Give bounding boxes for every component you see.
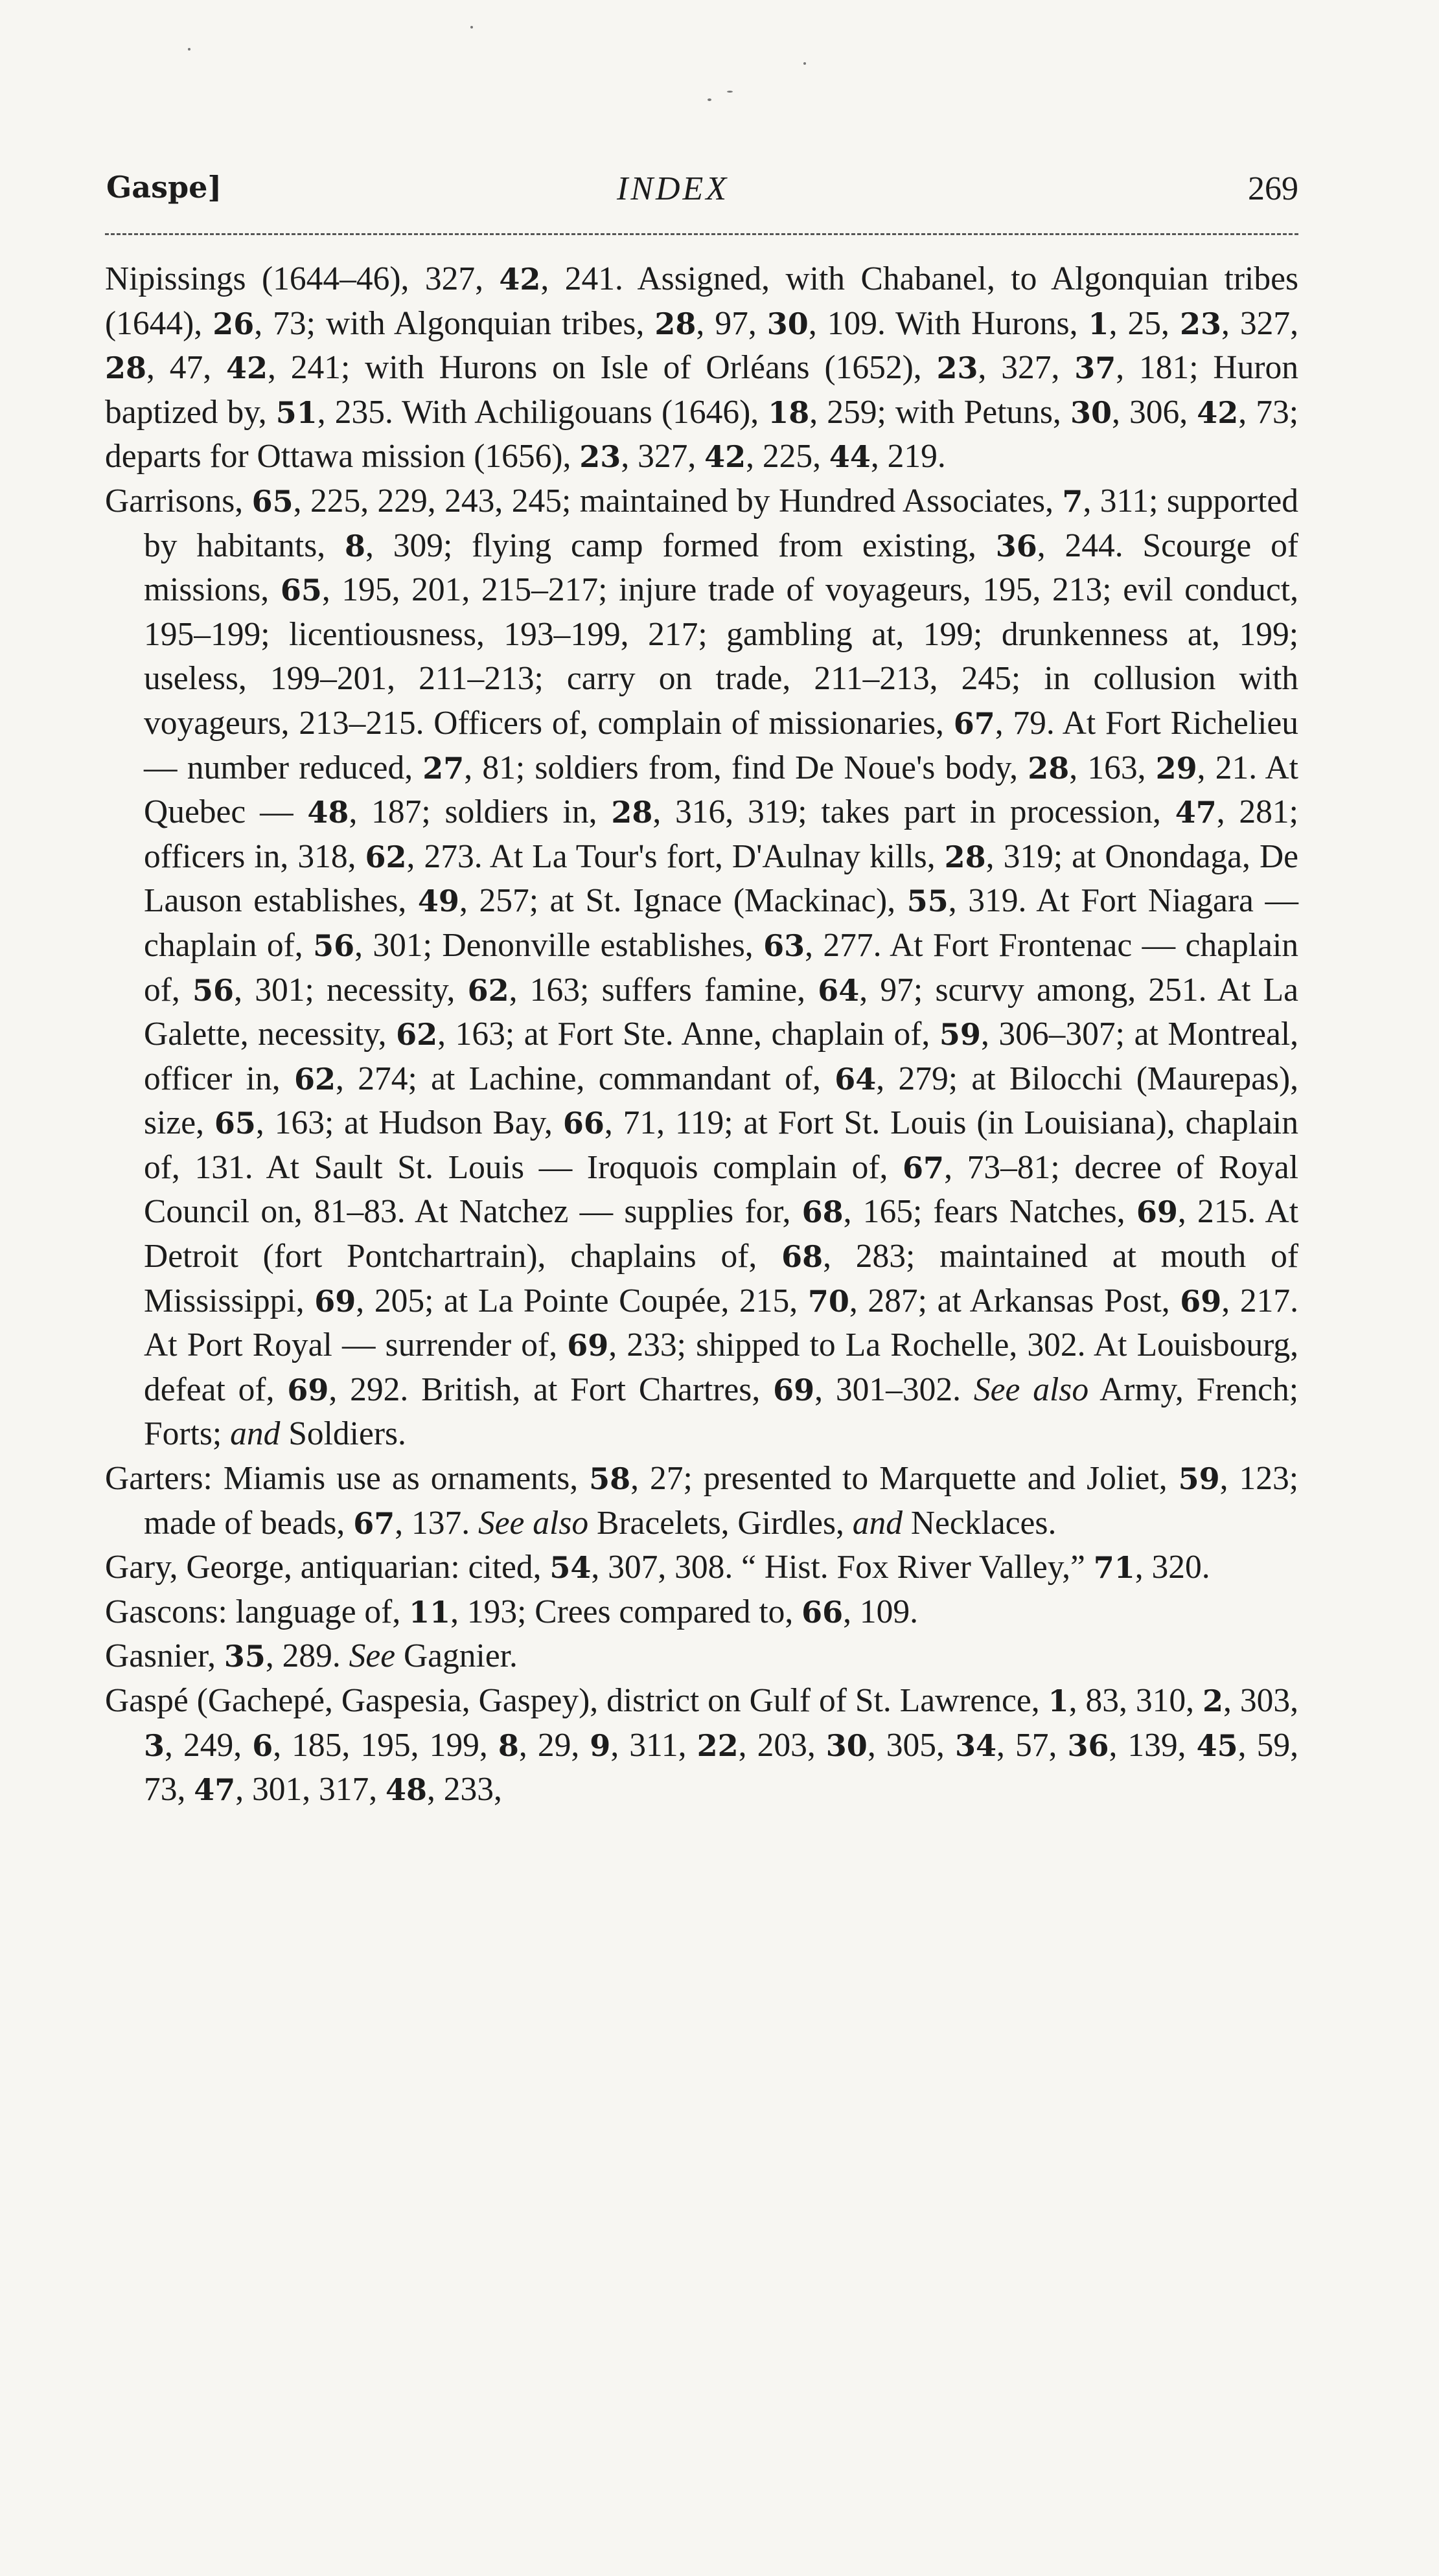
volume-number: 56 [313, 928, 355, 963]
paper-speck [727, 91, 733, 93]
index-entry [105, 1679, 1298, 1812]
volume-number: 44 [829, 439, 871, 475]
entry-text: , 79. At Fort Richelieu — number reduced, [144, 704, 1298, 786]
volume-number: 71 [1093, 1550, 1135, 1586]
volume-number: 37 [1074, 350, 1116, 386]
volume-number: 51 [275, 394, 317, 430]
entry-text: , 47, [146, 349, 226, 387]
volume-number: 28 [611, 795, 653, 830]
entry-text: , 187; soldiers in, [349, 793, 612, 831]
entry-text: , 327, [1221, 304, 1299, 342]
volume-number: 68 [801, 1194, 844, 1230]
entry-text: Army, French; Forts; [144, 1371, 1298, 1453]
volume-number: 69 [314, 1283, 356, 1319]
volume-number: 30 [1070, 394, 1112, 430]
entry-text: Gaspé (Gachepé, Gaspesia, Gaspey), district on Gulf of St. Lawrence, [105, 1682, 1048, 1719]
paper-speck [470, 26, 473, 28]
volume-number: 42 [226, 350, 268, 386]
volume-number: 69 [1180, 1283, 1222, 1319]
entry-text: , 73; departs for Ottawa mission (1656), [105, 393, 1299, 475]
volume-number: 68 [781, 1239, 823, 1275]
entry-text: , 311; supported by habitants, [144, 482, 1299, 564]
paper-speck [188, 48, 190, 51]
entry-text: , 316, 319; takes part in procession, [652, 793, 1175, 831]
volume-number: 55 [906, 883, 949, 919]
volume-number: 22 [696, 1727, 739, 1763]
entry-text: , 81; soldiers from, find De Noue's body, [464, 749, 1028, 786]
volume-number: 48 [386, 1772, 428, 1808]
entry-text: , 273. At La Tour's fort, D'Aulnay kills, [406, 838, 945, 875]
volume-number: 49 [417, 883, 459, 919]
entry-text: , 215. At Detroit (fort Pontchartrain), chaplains of, [144, 1193, 1298, 1275]
volume-number: 59 [1178, 1461, 1220, 1497]
volume-number: 23 [936, 350, 978, 386]
entry-text: , 219. [870, 438, 946, 475]
entry-text: , 292. British, at Fort Chartres, [328, 1371, 774, 1408]
entry-text: , 97, [696, 304, 767, 342]
entry-text: , 27; presented to Marquette and Joliet, [630, 1460, 1179, 1498]
cross-reference: See also [973, 1371, 1089, 1408]
entry-text: , 309; flying camp formed from existing, [365, 527, 996, 564]
entry-text: , 205; at La Pointe Coupée, 215, [356, 1282, 808, 1319]
entry-text: , 137. [395, 1504, 478, 1542]
volume-number: 2 [1203, 1683, 1224, 1718]
entry-text: , 73; with Algonquian tribes, [254, 304, 655, 342]
volume-number: 11 [409, 1594, 451, 1630]
entry-text: Nipissings (1644–46), 327, [105, 260, 500, 297]
entry-text: , 217. At Port Royal — surrender of, [144, 1282, 1298, 1364]
entry-text: , 305, [867, 1726, 955, 1764]
entry-text: , 163, [1069, 749, 1156, 786]
volume-number: 69 [1136, 1194, 1178, 1230]
cross-reference: See [349, 1637, 396, 1675]
volume-number: 29 [1155, 750, 1197, 786]
index-entry [105, 1634, 1298, 1679]
index-entry [105, 479, 1298, 1457]
paper-speck [708, 98, 711, 101]
entry-text: Bracelets, Girdles, [588, 1504, 853, 1542]
entry-text: , 225, [746, 438, 829, 475]
entry-text: , 301–302. [814, 1371, 974, 1408]
volume-number: 1 [1088, 306, 1109, 341]
volume-number: 34 [955, 1727, 997, 1763]
entry-text: , 57, [996, 1726, 1068, 1764]
entry-text: , 203, [738, 1726, 826, 1764]
index-page [105, 170, 1298, 1812]
entry-text: , 257; at St. Ignace (Mackinac), [459, 882, 907, 920]
running-head [105, 170, 1298, 220]
entry-text: , 235. With Achiligouans (1646), [317, 393, 768, 431]
volume-number: 28 [1028, 750, 1070, 786]
entry-text: , 327, [978, 349, 1075, 387]
volume-number: 8 [498, 1727, 519, 1763]
volume-number: 26 [213, 306, 255, 341]
volume-number: 67 [953, 705, 995, 741]
volume-number: 6 [252, 1727, 273, 1763]
entry-text: , 277. At Fort Frontenac — chaplain of, [144, 926, 1298, 1009]
entry-text: Gary, George, antiquarian: cited, [105, 1549, 550, 1586]
entry-text: , 233, [427, 1771, 502, 1808]
entry-text: , 289. [265, 1637, 349, 1675]
volume-number: 64 [818, 972, 860, 1008]
volume-number: 7 [1062, 483, 1083, 519]
volume-number: 28 [944, 839, 986, 874]
entry-text: , 259; with Petuns, [809, 393, 1070, 431]
page-number: 269 [1248, 170, 1298, 207]
entry-text: , 301; necessity, [234, 971, 468, 1009]
entry-text: , 306, [1111, 393, 1197, 431]
entry-text: , 109. With Hurons, [808, 304, 1088, 342]
volume-number: 36 [1067, 1727, 1109, 1763]
volume-number: 23 [1179, 306, 1221, 341]
cross-reference: and [230, 1415, 281, 1453]
volume-number: 56 [192, 972, 235, 1008]
entry-text: , 185, 195, 199, [273, 1726, 498, 1764]
entry-text: , 303, [1223, 1682, 1299, 1719]
volume-number: 48 [307, 795, 349, 830]
volume-number: 62 [467, 972, 509, 1008]
paper-speck [803, 62, 806, 65]
volume-number: 30 [766, 306, 809, 341]
entry-text: Gasnier, [105, 1637, 224, 1675]
entry-text: , 241; with Hurons on Isle of Orléans (1652), [268, 349, 937, 387]
volume-number: 8 [345, 528, 366, 564]
entry-text: , 83, 310, [1068, 1682, 1203, 1719]
running-head-left: Gaspe] [106, 170, 222, 205]
volume-number: 65 [251, 483, 294, 519]
volume-number: 42 [1197, 394, 1239, 430]
index-entries [105, 257, 1298, 1812]
entry-text: , 29, [518, 1726, 590, 1764]
volume-number: 47 [1175, 795, 1217, 830]
entry-text: Gagnier. [395, 1637, 518, 1675]
entry-text: , 181; Huron baptized by, [105, 349, 1299, 431]
volume-number: 65 [280, 573, 322, 608]
entry-text: , 244. Scourge of missions, [144, 527, 1299, 609]
entry-text: , 301; Denonville establishes, [354, 926, 764, 964]
entry-text: , 311, [610, 1726, 697, 1764]
volume-number: 18 [768, 394, 810, 430]
volume-number: 1 [1048, 1683, 1069, 1718]
volume-number: 35 [224, 1639, 266, 1674]
entry-text: , 195, 201, 215–217; injure trade of voyageurs, 195, 213; evil conduct, 195–199; licentiousness, 193–199, 217; gambling at, 199; drunkenness at, 199; useless, 199–201, 211–213; carry on trade, 211–213, 245; in collusion with voyageurs, 213–215. Officers of, complain of missionaries, [144, 571, 1298, 742]
volume-number: 62 [294, 1061, 336, 1097]
volume-number: 27 [422, 750, 465, 786]
entry-text: , 163; at Fort Ste. Anne, chaplain of, [437, 1016, 939, 1053]
volume-number: 63 [763, 928, 805, 963]
volume-number: 47 [194, 1772, 236, 1808]
index-entry [105, 1590, 1298, 1635]
volume-number: 70 [807, 1283, 849, 1319]
volume-number: 30 [825, 1727, 868, 1763]
entry-text: , 307, 308. “ Hist. Fox River Valley,” [591, 1549, 1094, 1586]
volume-number: 69 [287, 1372, 329, 1408]
volume-number: 59 [939, 1017, 981, 1053]
volume-number: 23 [579, 439, 621, 475]
cross-reference: and [852, 1504, 903, 1542]
header-rule [105, 233, 1298, 235]
entry-text: , 320. [1134, 1549, 1210, 1586]
entry-text: Gascons: language of, [105, 1593, 409, 1630]
volume-number: 42 [704, 439, 746, 475]
volume-number: 28 [105, 350, 147, 386]
entry-text: , 59, 73, [144, 1726, 1299, 1808]
volume-number: 66 [801, 1594, 844, 1630]
cross-reference: See also [478, 1504, 589, 1542]
entry-text: , 281; officers in, 318, [144, 793, 1298, 875]
volume-number: 62 [365, 839, 407, 874]
entry-text: , 109. [843, 1593, 919, 1630]
entry-text: , 301, 317, [235, 1771, 386, 1808]
entry-text: Garters: Miamis use as ornaments, [105, 1460, 590, 1498]
entry-text: , 306–307; at Montreal, officer in, [144, 1016, 1299, 1097]
entry-text: , 327, [621, 438, 705, 475]
entry-text: , 139, [1109, 1726, 1197, 1764]
entry-text: , 287; at Arkansas Post, [849, 1282, 1180, 1319]
entry-text: , 193; Crees compared to, [450, 1593, 802, 1630]
volume-number: 58 [589, 1461, 631, 1497]
volume-number: 66 [562, 1106, 604, 1141]
volume-number: 45 [1196, 1727, 1238, 1763]
entry-text: , 163; suffers famine, [509, 971, 818, 1009]
entry-text: , 225, 229, 243, 245; maintained by Hundred Associates, [293, 482, 1063, 519]
volume-number: 28 [654, 306, 696, 341]
entry-text: , 233; shipped to La Rochelle, 302. At Louisbourg, defeat of, [144, 1327, 1298, 1408]
entry-text: Necklaces. [902, 1504, 1057, 1542]
index-entry [105, 1545, 1298, 1590]
entry-text: Soldiers. [280, 1415, 406, 1453]
entry-text: , 274; at Lachine, commandant of, [335, 1060, 835, 1097]
volume-number: 42 [499, 262, 541, 297]
entry-text: , 279; at Bilocchi (Maurepas), size, [144, 1060, 1298, 1142]
entry-text: , 73–81; decree of Royal Council on, 81–83. At Natchez — supplies for, [144, 1148, 1299, 1231]
entry-text: , 165; fears Natches, [843, 1193, 1136, 1231]
volume-number: 69 [567, 1328, 609, 1363]
volume-number: 9 [590, 1727, 611, 1763]
entry-text: Garrisons, [105, 482, 252, 519]
volume-number: 54 [549, 1550, 592, 1586]
entry-text: , 319. At Fort Niagara — chaplain of, [144, 882, 1299, 964]
volume-number: 69 [773, 1372, 815, 1408]
index-entry [105, 1457, 1298, 1545]
entry-text: , 241. Assigned, with Chabanel, to Algonquian tribes (1644), [105, 260, 1298, 342]
entry-text: , 25, [1109, 304, 1180, 342]
entry-text: , 319; at Onondaga, De Lauson establishes, [144, 838, 1298, 920]
entry-text: , 283; maintained at mouth of Mississippi, [144, 1238, 1298, 1319]
running-head-title: INDEX [617, 170, 730, 207]
entry-text: , 97; scurvy among, 251. At La Galette, necessity, [144, 971, 1298, 1053]
volume-number: 67 [903, 1150, 945, 1185]
entry-text: , 249, [165, 1726, 253, 1764]
volume-number: 64 [835, 1061, 877, 1097]
volume-number: 3 [144, 1727, 165, 1763]
entry-text: , 21. At Quebec — [144, 749, 1298, 831]
volume-number: 62 [396, 1017, 438, 1053]
volume-number: 36 [995, 528, 1037, 564]
index-entry [105, 257, 1298, 479]
volume-number: 65 [214, 1106, 256, 1141]
volume-number: 67 [353, 1505, 395, 1541]
entry-text: , 71, 119; at Fort St. Louis (in Louisiana), chaplain of, 131. At Sault St. Louis — Iroquois complain of, [144, 1104, 1298, 1186]
entry-text: , 163; at Hudson Bay, [255, 1104, 563, 1142]
entry-text: , 123; made of beads, [144, 1460, 1298, 1542]
